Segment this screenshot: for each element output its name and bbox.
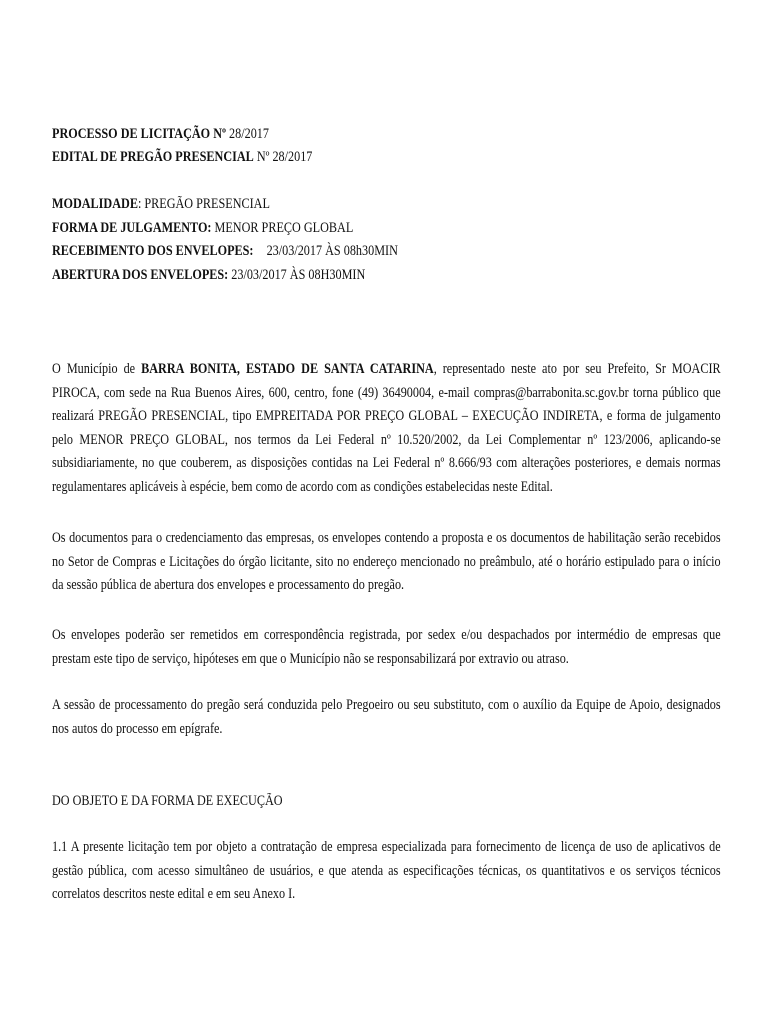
- paragraph-session: A sessão de processamento do pregão será conduzida pelo Pregoeiro ou seu substituto, com o auxílio da Equipe de Apoio, designados nos autos do processo em epígrafe.: [52, 697, 721, 737]
- modalidade-value: : PREGÃO PRESENCIAL: [137, 196, 270, 212]
- paragraph-documents: Os documentos para o credenciamento das empresas, os envelopes contendo a proposta e os documentos de habilitação serão recebidos no Setor de Compras e Licitações do órgão licitante, sito no endereço mencionado no preâmbulo, até o horário estipulado para o início da sessão pública de abertura dos envelopes e processamento do pregão.: [52, 530, 721, 594]
- paragraph-intro: [52, 358, 721, 500]
- intro-prefix: O Município de: [52, 361, 142, 377]
- forma-julgamento-line: [52, 217, 353, 239]
- recebimento-value: 23/03/2017 ÀS 08h30MIN: [266, 243, 398, 259]
- intro-rest: , representado neste ato por seu Prefeito, Sr MOACIR PIROCA, com sede na Rua Buenos Aires, 600, centro, fone (49) 36490004, e-mail compras@barrabonita.sc.gov.br torna público que realizará PREGÃO PRESENCIAL, tipo EMPREITADA POR PREÇO GLOBAL – EXECUÇÃO INDIRETA, e forma de julgamento pelo MENOR PREÇO GLOBAL, nos termos da Lei Federal nº 10.520/2002, da Lei Complementar nº 123/2006, aplicando-se subsidiariamente, no que couberem, as disposições contidas na Lei Federal nº 8.666/93 com alterações posteriores, e demais normas regulamentares aplicáveis à espécie, bem como de acordo com as condições estabelecidas neste Edital.: [52, 361, 721, 495]
- processo-value: 28/2017: [229, 126, 269, 142]
- edital-value: Nº 28/2017: [256, 149, 313, 165]
- abertura-value: 23/03/2017 ÀS 08H30MIN: [231, 267, 366, 283]
- paragraph-envelopes: Os envelopes poderão ser remetidos em correspondência registrada, por sedex e/ou despachados por intermédio de empresas que prestam este tipo de serviço, hipóteses em que o Município não se responsabilizará por extravio ou atraso.: [52, 627, 721, 667]
- processo-line: [52, 123, 269, 145]
- processo-label: PROCESSO DE LICITAÇÃO Nº: [52, 126, 227, 142]
- recebimento-line: [52, 240, 398, 262]
- edital-line: [52, 146, 312, 168]
- edital-label: EDITAL DE PREGÃO PRESENCIAL: [52, 149, 254, 165]
- modalidade-label: MODALIDADE: [52, 196, 138, 212]
- forma-julgamento-value: MENOR PREÇO GLOBAL: [214, 220, 354, 236]
- abertura-label: ABERTURA DOS ENVELOPES:: [52, 267, 229, 283]
- modalidade-line: [52, 193, 270, 215]
- abertura-line: [52, 264, 365, 286]
- municipality-name: BARRA BONITA, ESTADO DE SANTA CATARINA: [141, 361, 434, 377]
- item-1-1: 1.1 A presente licitação tem por objeto a contratação de empresa especializada para fornecimento de licença de uso de aplicativos de gestão pública, com acesso simultâneo de usuários, e que atenda as especificações técnicas, os quantitativos e os serviços técnicos correlatos descritos neste edital e em seu Anexo I.: [52, 839, 721, 903]
- section-title: DO OBJETO E DA FORMA DE EXECUÇÃO: [52, 793, 283, 809]
- forma-julgamento-label: FORMA DE JULGAMENTO:: [52, 220, 212, 236]
- recebimento-label: RECEBIMENTO DOS ENVELOPES:: [52, 243, 254, 259]
